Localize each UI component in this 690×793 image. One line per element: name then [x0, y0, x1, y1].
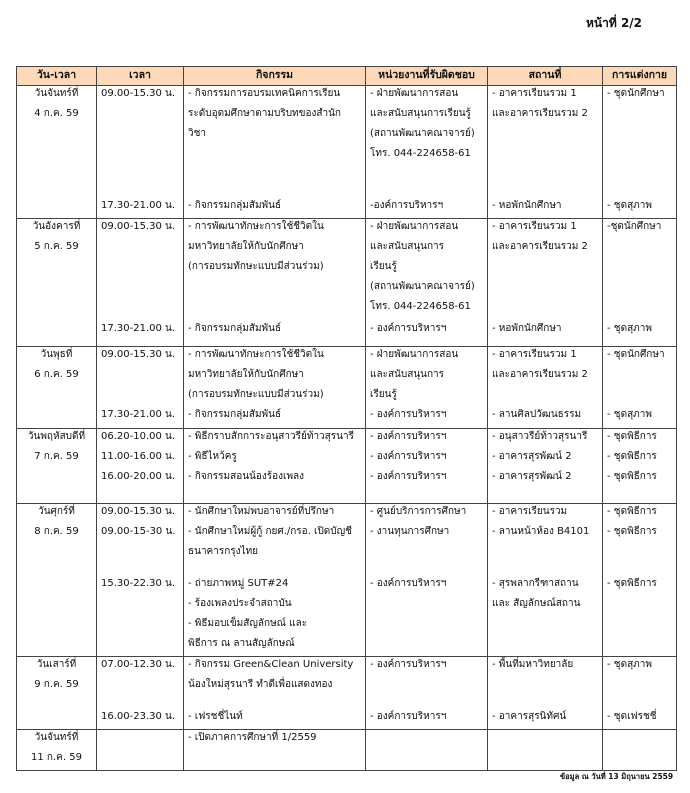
place-cell-line: - ลานศิลปวัฒนธรรม: [492, 409, 582, 420]
table-row: [17, 429, 677, 504]
dress-cell-line: - ชุดพิธีการ: [607, 578, 657, 589]
time-cell-line: 09.00-15.30 น.: [101, 88, 176, 99]
header-org: หน่วยงานที่รับผิดชอบ: [366, 67, 488, 86]
header-row: [17, 67, 677, 86]
org-cell-line: (สถานพัฒนาคณาจารย์): [370, 128, 475, 139]
org-cell-line: และสนับสนุนการ: [370, 369, 445, 380]
activity-cell-line: - การพัฒนาทักษะการใช้ชีวิตใน: [188, 221, 324, 232]
place-cell-line: [488, 387, 602, 407]
activity-cell-line: - กิจกรรมกลุ่มสัมพันธ์: [188, 200, 282, 211]
dress-cell: [603, 657, 677, 730]
day-cell: [17, 504, 97, 657]
org-cell-line: [366, 596, 487, 616]
activity-cell-line: (การอบรมทักษะแบบมีส่วนร่วม): [188, 261, 324, 272]
time-cell-line: [97, 596, 183, 616]
activity-cell-line: ระดับอุดมศึกษาตามบริบทของสำนัก: [188, 108, 341, 119]
activity-cell: [184, 504, 366, 657]
org-cell-line: - องค์การบริหารฯ: [370, 659, 447, 670]
page-number: หน้าที่ 2/2: [586, 16, 643, 30]
org-cell-line: - ฝ่ายพัฒนาการสอน: [370, 88, 459, 99]
day-line: 6 ก.ค. 59: [34, 369, 79, 380]
activity-cell: [184, 347, 366, 429]
org-cell: [366, 730, 488, 771]
place-cell-line: และ สัญลักษณ์สถาน: [492, 598, 581, 609]
time-cell-line: [97, 387, 183, 407]
activity-cell-line: - พิธีมอบเข็มสัญลักษณ์ และ: [188, 618, 308, 629]
table-row: [17, 657, 677, 730]
day-line: วันอังคารที่: [32, 221, 81, 232]
time-cell: [97, 347, 184, 429]
day-cell: [17, 657, 97, 730]
time-cell-line: [97, 730, 183, 750]
place-cell-line: [488, 636, 602, 656]
dress-cell-line: - ชุดนักศึกษา: [607, 349, 665, 360]
org-cell-line: - ศูนย์บริการการศึกษา: [370, 506, 467, 517]
activity-cell-line: - กิจกรรมสอนน้องร้องเพลง: [188, 471, 305, 482]
activity-cell-line: - การพัฒนาทักษะการใช้ชีวิตใน: [188, 349, 324, 360]
time-cell-line: [97, 299, 183, 319]
org-cell-line: (สถานพัฒนาคณาจารย์): [370, 281, 475, 292]
time-cell-line: 07.00-12.30 น.: [101, 659, 176, 670]
time-cell-line: 16.00-23.30 น.: [101, 711, 176, 722]
activity-cell-line: - กิจกรรมกลุ่มสัมพันธ์: [188, 409, 282, 420]
table-row: [17, 504, 677, 657]
place-cell-line: [488, 279, 602, 299]
place-cell-line: [488, 730, 602, 750]
day-line: 4 ก.ค. 59: [34, 108, 79, 119]
org-cell: [366, 657, 488, 730]
place-cell-line: [488, 677, 602, 697]
time-cell-line: [97, 677, 183, 697]
dress-cell-line: [603, 616, 676, 636]
activity-cell-line: [184, 299, 365, 319]
dress-cell-line: [603, 279, 676, 299]
activity-cell-line: [184, 166, 365, 186]
dress-cell-line: - ชุดเฟรชชี่: [607, 711, 657, 722]
dress-cell: [603, 730, 677, 771]
dress-cell-line: [603, 544, 676, 564]
dress-cell-line: - ชุดพิธีการ: [607, 431, 657, 442]
time-cell-line: [97, 146, 183, 166]
place-cell-line: - อาคารสุรพัฒน์ 2: [492, 471, 572, 482]
dress-cell-line: - ชุดนักศึกษา: [607, 88, 665, 99]
place-cell-line: - อาคารสุรนิทัศน์: [492, 711, 567, 722]
dress-cell: [603, 219, 677, 347]
org-cell: [366, 219, 488, 347]
day-line: วันศุกร์ที่: [38, 506, 75, 517]
place-cell: [488, 504, 603, 657]
header-time: เวลา: [97, 67, 184, 86]
dress-cell-line: - ชุดพิธีการ: [607, 506, 657, 517]
time-cell-line: [97, 239, 183, 259]
day-line: วันเสาร์ที่: [36, 659, 77, 670]
org-cell: [366, 86, 488, 219]
org-cell-line: [366, 616, 487, 636]
org-cell-line: โทร. 044-224658-61: [370, 301, 471, 312]
place-cell-line: และอาคารเรียนรวม 2: [492, 241, 588, 252]
dress-cell-line: - ชุดสุภาพ: [607, 409, 652, 420]
activity-cell-line: - เปิดภาคการศึกษาที่ 1/2559: [188, 732, 317, 743]
dress-cell-line: [603, 166, 676, 186]
activity-cell: [184, 219, 366, 347]
day-line: วันพฤหัสบดีที่: [27, 431, 86, 442]
time-cell: [97, 219, 184, 347]
org-cell-line: [366, 544, 487, 564]
org-cell-line: - องค์การบริหารฯ: [370, 578, 447, 589]
header-day: วัน-เวลา: [17, 67, 97, 86]
dress-cell-line: [603, 367, 676, 387]
day-line: 5 ก.ค. 59: [34, 241, 79, 252]
org-cell-line: [366, 636, 487, 656]
day-line: วันพุธที่: [40, 349, 73, 360]
activity-cell-line: - ถ่ายภาพหมู่ SUT#24: [188, 578, 289, 589]
place-cell-line: [488, 126, 602, 146]
activity-cell: [184, 429, 366, 504]
org-cell-line: - งานทุนการศึกษา: [370, 526, 450, 537]
org-cell-line: - องค์การบริหารฯ: [370, 409, 447, 420]
activity-cell-line: ธนาคารกรุงไทย: [188, 546, 259, 557]
table-row: [17, 219, 677, 347]
day-line: 7 ก.ค. 59: [34, 451, 79, 462]
activity-cell-line: วิชา: [188, 128, 207, 139]
header-place: สถานที่: [488, 67, 603, 86]
day-line: 9 ก.ค. 59: [34, 679, 79, 690]
org-cell-line: - ฝ่ายพัฒนาการสอน: [370, 349, 459, 360]
time-cell-line: 09.00-15.30 น.: [101, 506, 176, 517]
place-cell: [488, 657, 603, 730]
time-cell: [97, 657, 184, 730]
time-cell-line: [97, 279, 183, 299]
activity-cell: [184, 657, 366, 730]
place-cell-line: - อาคารเรียนรวม: [492, 506, 568, 517]
activity-cell-line: - เฟรชชี่ไนท์: [188, 711, 243, 722]
dress-cell: [603, 86, 677, 219]
org-cell: [366, 347, 488, 429]
day-cell: [17, 730, 97, 771]
header-dress: การแต่งกาย: [603, 67, 677, 86]
place-cell-line: - พื้นที่มหาวิทยาลัย: [492, 659, 574, 670]
time-cell-line: 17.30-21.00 น.: [101, 409, 176, 420]
activity-cell-line: - กิจกรรม Green&Clean University: [188, 659, 354, 670]
place-cell-line: - อาคารสุรพัฒน์ 2: [492, 451, 572, 462]
dress-cell-line: [603, 106, 676, 126]
activity-cell-line: มหาวิทยาลัยให้กับนักศึกษา: [188, 241, 304, 252]
time-cell: [97, 504, 184, 657]
org-cell-line: -องค์การบริหารฯ: [370, 200, 444, 211]
table-row: [17, 347, 677, 429]
dress-cell-line: - ชุดสุภาพ: [607, 200, 652, 211]
dress-cell-line: - ชุดพิธีการ: [607, 451, 657, 462]
time-cell-line: [97, 259, 183, 279]
org-cell-line: [366, 166, 487, 186]
dress-cell-line: -ชุดนักศึกษา: [607, 221, 662, 232]
activity-cell-line: [184, 146, 365, 166]
place-cell-line: [488, 616, 602, 636]
place-cell-line: - หอพักนักศึกษา: [492, 200, 562, 211]
place-cell-line: [488, 146, 602, 166]
activity-cell-line: น้องใหม่สุรนารี ทำดีเพื่อแสดงทอง: [188, 679, 333, 690]
time-cell: [97, 86, 184, 219]
place-cell-line: [488, 544, 602, 564]
time-cell-line: [97, 544, 183, 564]
dress-cell-line: [603, 259, 676, 279]
dress-cell-line: - ชุดพิธีการ: [607, 471, 657, 482]
org-cell-line: - องค์การบริหารฯ: [370, 323, 447, 334]
dress-cell-line: - ชุดพิธีการ: [607, 526, 657, 537]
dress-cell-line: [603, 636, 676, 656]
time-cell-line: 11.00-16.00 น.: [101, 451, 176, 462]
org-cell-line: [366, 730, 487, 750]
dress-cell: [603, 504, 677, 657]
activity-cell-line: - พิธีไหว้ครู: [188, 451, 237, 462]
org-cell-line: - องค์การบริหารฯ: [370, 471, 447, 482]
time-cell-line: 09.00-15.30 น.: [101, 349, 176, 360]
day-line: วันจันทร์ที่: [34, 88, 79, 99]
org-cell-line: - องค์การบริหารฯ: [370, 431, 447, 442]
time-cell-line: 09.00-15-30 น.: [101, 526, 176, 537]
activity-cell-line: - กิจกรรมกลุ่มสัมพันธ์: [188, 323, 282, 334]
day-cell: [17, 347, 97, 429]
place-cell-line: - อนุสาวรีย์ท้าวสุรนารี: [492, 431, 588, 442]
dress-cell-line: [603, 239, 676, 259]
dress-cell-line: - ชุดสุภาพ: [607, 323, 652, 334]
activity-cell-line: - ร้องเพลงประจำสถาบัน: [188, 598, 292, 609]
place-cell-line: - อาคารเรียนรวม 1: [492, 221, 577, 232]
place-cell-line: และอาคารเรียนรวม 2: [492, 369, 588, 380]
activity-cell-line: [184, 279, 365, 299]
time-cell-line: 06.20-10.00 น.: [101, 431, 176, 442]
table-row: [17, 86, 677, 219]
dress-cell-line: [603, 730, 676, 750]
place-cell: [488, 219, 603, 347]
schedule-table: [16, 66, 677, 771]
org-cell-line: - องค์การบริหารฯ: [370, 451, 447, 462]
org-cell-line: และสนับสนุนการ: [370, 241, 445, 252]
time-cell: [97, 730, 184, 771]
time-cell: [97, 429, 184, 504]
time-cell-line: [97, 616, 183, 636]
org-cell: [366, 504, 488, 657]
day-cell: [17, 429, 97, 504]
time-cell-line: [97, 106, 183, 126]
dress-cell: [603, 429, 677, 504]
place-cell-line: [488, 299, 602, 319]
day-line: 8 ก.ค. 59: [34, 526, 79, 537]
place-cell-line: และอาคารเรียนรวม 2: [492, 108, 588, 119]
place-cell: [488, 347, 603, 429]
dress-cell-line: [603, 146, 676, 166]
org-cell-line: เรียนรู้: [370, 389, 397, 400]
day-line: วันจันทร์ที่: [34, 732, 79, 743]
time-cell-line: [97, 166, 183, 186]
activity-cell: [184, 86, 366, 219]
time-cell-line: [97, 367, 183, 387]
time-cell-line: [97, 126, 183, 146]
activity-cell-line: (การอบรมทักษะแบบมีส่วนร่วม): [188, 389, 324, 400]
dress-cell-line: [603, 596, 676, 616]
place-cell: [488, 429, 603, 504]
dress-cell-line: [603, 677, 676, 697]
day-cell: [17, 219, 97, 347]
dress-cell: [603, 347, 677, 429]
time-cell-line: 09.00-15.30 น.: [101, 221, 176, 232]
time-cell-line: 17.30-21.00 น.: [101, 200, 176, 211]
day-line: 11 ก.ค. 59: [31, 752, 82, 763]
time-cell-line: [97, 636, 183, 656]
place-cell: [488, 86, 603, 219]
place-cell: [488, 730, 603, 771]
activity-cell-line: มหาวิทยาลัยให้กับนักศึกษา: [188, 369, 304, 380]
table-row: [17, 730, 677, 771]
data-date-note: ข้อมูล ณ วันที่ 13 มิถุนายน 2559: [560, 772, 674, 781]
org-cell: [366, 429, 488, 504]
org-cell-line: โทร. 044-224658-61: [370, 148, 471, 159]
place-cell-line: - อาคารเรียนรวม 1: [492, 88, 577, 99]
org-cell-line: [366, 677, 487, 697]
time-cell-line: 15.30-22.30 น.: [101, 578, 176, 589]
dress-cell-line: [603, 299, 676, 319]
activity-cell: [184, 730, 366, 771]
dress-cell-line: [603, 126, 676, 146]
dress-cell-line: [603, 387, 676, 407]
time-cell-line: 17.30-21.00 น.: [101, 323, 176, 334]
org-cell-line: เรียนรู้: [370, 261, 397, 272]
org-cell-line: - องค์การบริหารฯ: [370, 711, 447, 722]
org-cell-line: และสนับสนุนการเรียนรู้: [370, 108, 471, 119]
place-cell-line: [488, 166, 602, 186]
header-activity: กิจกรรม: [184, 67, 366, 86]
activity-cell-line: พิธีการ ณ ลานสัญลักษณ์: [188, 638, 295, 649]
activity-cell-line: - กิจกรรมการอบรมเทคนิคการเรียน: [188, 88, 341, 99]
place-cell-line: - อาคารเรียนรวม 1: [492, 349, 577, 360]
place-cell-line: - ลานหน้าห้อง B4101: [492, 526, 590, 537]
activity-cell-line: - นักศึกษาใหม่ผู้กู้ กยศ./กรอ. เปิดบัญชี: [188, 526, 352, 537]
activity-cell-line: - พิธีกราบสักการะอนุสาวรีย์ท้าวสุรนารี: [188, 431, 354, 442]
org-cell-line: - ฝ่ายพัฒนาการสอน: [370, 221, 459, 232]
activity-cell-line: - นักศึกษาใหม่พบอาจารย์ที่ปรึกษา: [188, 506, 335, 517]
time-cell-line: 16.00-20.00 น.: [101, 471, 176, 482]
day-cell: [17, 86, 97, 219]
place-cell-line: [488, 259, 602, 279]
place-cell-line: - สุรพลากรีฑาสถาน: [492, 578, 579, 589]
place-cell-line: - หอพักนักศึกษา: [492, 323, 562, 334]
dress-cell-line: - ชุดสุภาพ: [607, 659, 652, 670]
